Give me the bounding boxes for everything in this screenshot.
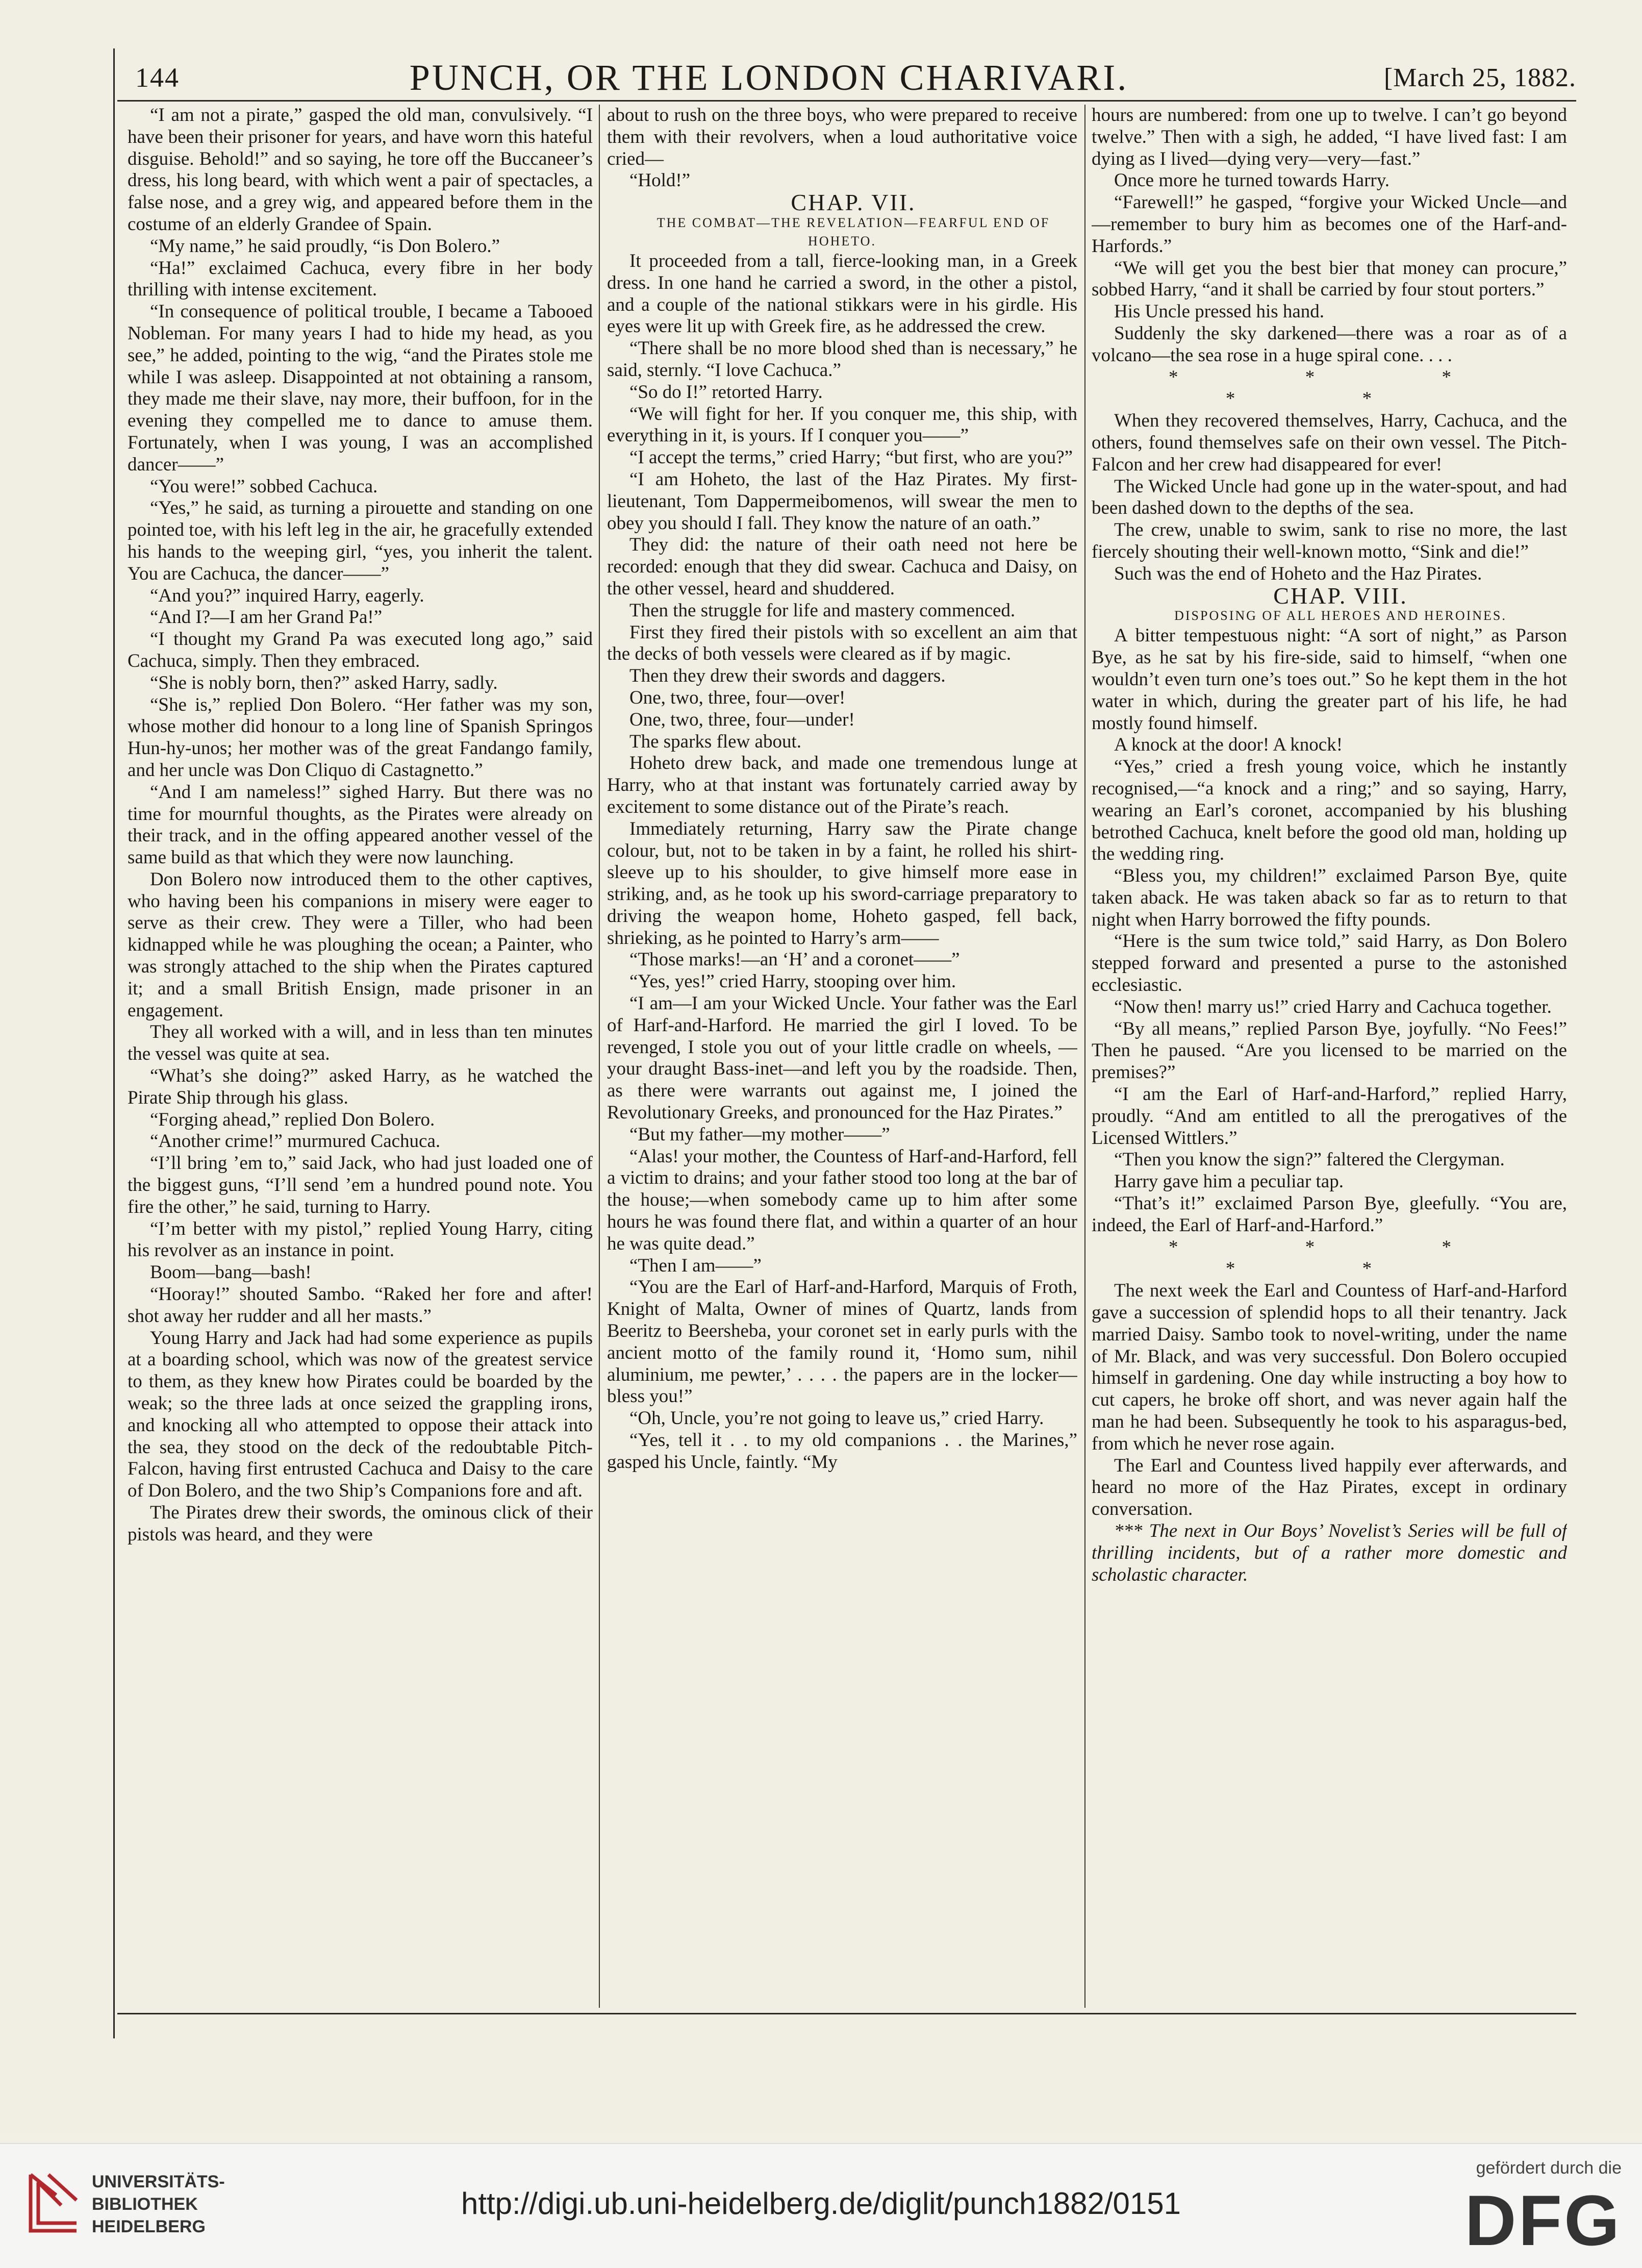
chapter-7-heading: CHAP. VII. <box>791 189 916 216</box>
paragraph: Hoheto drew back, and made one tremendous lunge at Harry, who at that instant was fortunately carried away by excitement to some distance out of the Pirate’s reach. <box>607 753 1077 817</box>
paragraph: “And you?” inquired Harry, eagerly. <box>150 585 424 606</box>
paragraph: “I am Hoheto, the last of the Haz Pirates. My first-lieutenant, Tom Dappermeibomenos, will swear the men to obey you should I fall. They know the nature of an oath.” <box>607 468 1077 534</box>
masthead-title: PUNCH, OR THE LONDON CHARIVARI. <box>409 57 1129 98</box>
paragraph: The Pirates drew their swords, the ominous click of their pistols was heard, and they were <box>128 1502 593 1545</box>
paragraph: “Another crime!” murmured Cachuca. <box>150 1131 441 1152</box>
column-2-body <box>607 251 1077 1474</box>
paragraph: Then the struggle for life and mastery commenced. <box>629 600 1016 621</box>
paragraph: “I accept the terms,” cried Harry; “but first, who are you?” <box>629 447 1073 468</box>
paragraph: “So do I!” retorted Harry. <box>629 381 823 403</box>
paragraph: “I am—I am your Wicked Uncle. Your father was the Earl of Harf-and-Harford. He married the girl I loved. To be revenged, I stole you out of your little cradle on wheels, —your draught Bass-inet—and left you by the roadside. Then, as there were warrants out against me, I joined the Revolutionary Greeks, and pronounced for the Haz Pirates.” <box>607 993 1077 1124</box>
paragraph: “I’ll bring ’em to,” said Jack, who had just loaded one of the biggest guns, “I’ll send ’em a hundred pound note. You fire the other,” he said, turning to Harry. <box>128 1153 593 1217</box>
paragraph: “Yes, yes!” cried Harry, stooping over him. <box>629 971 956 992</box>
paragraph: “I am the Earl of Harf-and-Harford,” replied Harry, proudly. “And am entitled to all the prerogatives of the Licensed Wittlers.” <box>1092 1084 1567 1149</box>
header-rule <box>117 100 1576 102</box>
bottom-rule <box>117 2013 1576 2014</box>
paragraph: Harry gave him a peculiar tap. <box>1114 1171 1344 1192</box>
paragraph: “I am not a pirate,” gasped the old man, convulsively. “I have been their prisoner for years, and have worn this hateful disguise. Behold!” and so saying, he tore off the Buccaneer’s dress, his long beard, with which went a pair of spectacles, a false nose, and a grey wig, and appeared before them in the costume of an elderly Grandee of Spain. <box>128 105 593 235</box>
column-divider <box>599 105 600 2008</box>
paragraph: “Here is the sum twice told,” said Harry, as Don Bolero stepped forward and presented a purse to the astonished ecclesiastic. <box>1092 931 1567 996</box>
paragraph: “My name,” he said proudly, “is Don Bolero.” <box>150 235 500 257</box>
paragraph: Immediately returning, Harry saw the Pirate change colour, but, not to be taken in by a faint, he rolled his shirt-sleeve up to his shoulder, to give himself more ease in striking, and, as he took up his sword-carriage preparatory to driving the weapon home, Hoheto gasped, fell back, shrieking, as he pointed to Harry’s arm—— <box>607 818 1077 949</box>
paragraph: They did: the nature of their oath need not here be recorded: enough that they did swear. Cachuca and Daisy, on the other vessel, heard and shuddered. <box>607 534 1077 599</box>
column-3-epilogue <box>1092 1280 1567 1521</box>
left-margin-rule <box>113 48 115 2038</box>
paragraph: “Those marks!—an ‘H’ and a coronet——” <box>629 949 960 970</box>
paragraph: Boom—bang—bash! <box>150 1262 312 1283</box>
paragraph: “And I?—I am her Grand Pa!” <box>150 607 383 628</box>
column-3 <box>1092 105 1567 2003</box>
paragraph: “Yes, tell it . . to my old companions . . the Marines,” gasped his Uncle, faintly. “My <box>607 1430 1077 1473</box>
paragraph: “Now then! marry us!” cried Harry and Cachuca together. <box>1114 996 1552 1017</box>
digitization-footer <box>0 2143 1642 2268</box>
paragraph: The crew, unable to swim, sank to rise no more, the last fiercely shouting their well-known motto, “Sink and die!” <box>1092 519 1567 562</box>
paragraph: Don Bolero now introduced them to the other captives, who having been his companions in misery were eager to serve as their crew. They were a Tiller, who had been kidnapped while he was ploughing the ocean; a Painter, who was strongly attached to the ship when the Pirates captured it; and a small British Ensign, made prisoner in an engagement. <box>128 868 593 1021</box>
paragraph: They all worked with a will, and in less than ten minutes the vessel was quite at sea. <box>128 1021 593 1065</box>
paragraph: Young Harry and Jack had had some experience as pupils at a boarding school, which was now of the greatest service to them, as they knew how Pirates could be boarded by the weak; so the three lads at once seized the grappling irons, and knocking all who attempted to oppose their attack into the sea, they stood on the deck of the redoubtable Pitch-Falcon, having first entrusted Cachuca and Daisy to the care of Don Bolero, and the two Ship’s Companions fore and aft. <box>128 1327 593 1502</box>
paragraph: “She is nobly born, then?” asked Harry, sadly. <box>150 672 498 693</box>
paragraph: “That’s it!” exclaimed Parson Bye, gleefully. “You are, indeed, the Earl of Harf-and-Harford.” <box>1092 1193 1567 1236</box>
paragraph: “Then I am——” <box>629 1255 762 1276</box>
column-3-aftermath <box>1092 410 1567 585</box>
paragraph: “There shall be no more blood shed than is necessary,” he said, sternly. “I love Cachuca.” <box>607 338 1077 381</box>
paragraph: His Uncle pressed his hand. <box>1114 301 1325 322</box>
paragraph: “By all means,” replied Parson Bye, joyfully. “No Fees!” Then he paused. “Are you licensed to be married on the premises?” <box>1092 1018 1567 1083</box>
section-break-stars: * * * * * <box>1169 1236 1512 1280</box>
paragraph: “Alas! your mother, the Countess of Harf-and-Harford, fell a victim to drains; and your father stood too long at the bar of the house;—when somebody came up to him after some hours he was found there flat, and within a quarter of an hour he was quite dead.” <box>607 1145 1077 1254</box>
column-divider <box>1084 105 1085 2008</box>
page-number: 144 <box>135 62 180 93</box>
paragraph: “What’s she doing?” asked Harry, as he watched the Pirate Ship through his glass. <box>128 1065 593 1108</box>
paragraph: The next week the Earl and Countess of Harf-and-Harford gave a succession of splendid hops to all their tenantry. Jack married Daisy. Sambo took to novel-writing, under the name of Mr. Black, and was very successful. Don Bolero occupied himself in gardening. One day while instructing a boy how to cut capers, he broke off short, and was never again half the man he had been. Subsequently he took to his asparagus-bed, from which he never rose again. <box>1092 1280 1567 1454</box>
paragraph: “In consequence of political trouble, I became a Tabooed Nobleman. For many years I had to hide my head, as you see,” he added, pointing to the wig, “and the Pirates stole me while I was asleep. Disappointed at not obtaining a ransom, they made me their slave, nay more, their buffoon, for in the evening they compelled me to dance to amuse them. Fortunately, when I was young, I was an accomplished dancer——” <box>128 301 593 475</box>
paragraph: One, two, three, four—over! <box>629 687 846 708</box>
funding-label: gefördert durch die <box>1476 2158 1622 2178</box>
paragraph: “Bless you, my children!” exclaimed Parson Bye, quite taken aback. He was taken aback so far as to return to that night when Harry borrowed the fifty pounds. <box>1092 865 1567 930</box>
paragraph: First they fired their pistols with so excellent an aim that the decks of both vessels were cleared as if by magic. <box>607 621 1077 665</box>
paragraph: “You were!” sobbed Cachuca. <box>150 476 378 497</box>
paragraph: “We will get you the best bier that money can procure,” sobbed Harry, “and it shall be carried by four stout porters.” <box>1092 257 1567 301</box>
paragraph: “Ha!” exclaimed Cachuca, every fibre in her body thrilling with intense excitement. <box>128 257 593 301</box>
page-header <box>117 53 1576 102</box>
paragraph: “Yes,” cried a fresh young voice, which he instantly recognised,—“a knock and a ring;” and so saying, Harry, wearing an Earl’s coronet, accompanied by his blushing betrothed Cachuca, knelt before the good old man, holding up the wedding ring. <box>1092 756 1567 865</box>
series-note: *** The next in Our Boys’ Novelist’s Series will be full of thrilling incidents, but of a rather more domestic and scholastic character. <box>1092 1521 1567 1585</box>
paragraph: A bitter tempestuous night: “A sort of night,” as Parson Bye, as he sat by his fire-side, said to himself, “when one wouldn’t even turn one’s toes out.” So he kept them in the hot water in which, during the greater part of his life, he had mostly found himself. <box>1092 625 1567 734</box>
paragraph: The Earl and Countess lived happily ever afterwards, and heard no more of the Haz Pirates, except in ordinary conversation. <box>1092 1455 1567 1520</box>
paragraph: One, two, three, four—under! <box>629 709 855 730</box>
dfg-logo-icon: DFG <box>1464 2180 1622 2260</box>
paragraph: Such was the end of Hoheto and the Haz Pirates. <box>1114 563 1482 584</box>
column-3-intro <box>1092 105 1567 367</box>
paragraph: “Farewell!” he gasped, “forgive your Wicked Uncle—and—remember to bury him as becomes one of the Harf-and-Harfords.” <box>1092 192 1567 257</box>
paragraph: The sparks flew about. <box>629 731 802 752</box>
paragraph: about to rush on the three boys, who were prepared to receive them with their revolvers, when a loud authoritative voice cried— <box>607 105 1077 169</box>
paragraph: When they recovered themselves, Harry, Cachuca, and the others, found themselves safe on their own vessel. The Pitch-Falcon and her crew had disappeared for ever! <box>1092 410 1567 475</box>
paragraph: “I’m better with my pistol,” replied Young Harry, citing his revolver as an instance in point. <box>128 1218 593 1261</box>
paragraph: The Wicked Uncle had gone up in the water-spout, and had been dashed down to the depths of the sea. <box>1092 476 1567 519</box>
chapter-8-subtitle: DISPOSING OF ALL HEROES AND HEROINES. <box>1174 608 1507 624</box>
paragraph: “Then you know the sign?” faltered the Clergyman. <box>1114 1149 1505 1170</box>
paragraph: “I thought my Grand Pa was executed long ago,” said Cachuca, simply. Then they embraced. <box>128 629 593 671</box>
paragraph: “Yes,” he said, as turning a pirouette and standing on one pointed toe, with his left leg in the air, he gracefully extended his hands to the weeping girl, “yes, you inherit the talent. You are Cachuca, the dancer——” <box>128 497 593 584</box>
permalink-url[interactable]: http://digi.ub.uni-heidelberg.de/diglit/punch1882/0151 <box>461 2186 1181 2221</box>
column-3-wedding <box>1092 625 1567 1236</box>
issue-date: [March 25, 1882. <box>1383 63 1576 92</box>
chapter-8-heading: CHAP. VIII. <box>1273 582 1408 609</box>
paragraph: “Hold!” <box>629 170 691 191</box>
library-name: UNIVERSITÄTS- BIBLIOTHEK HEIDELBERG <box>92 2172 225 2236</box>
paragraph: Once more he turned towards Harry. <box>1114 170 1390 191</box>
paragraph: “You are the Earl of Harf-and-Harford, Marquis of Froth, Knight of Malta, Owner of mines of Quartz, lands from Beeritz to Beersheba, your coronet set in early purls with the ancient motto of the family round it, ‘Homo sum, nihil aluminium, me pewter,’ . . . . the papers are in the locker—bless you!” <box>607 1277 1077 1407</box>
chapter-7-subtitle: THE COMBAT—THE REVELATION—FEARFUL END OF HOHETO. <box>656 215 1050 248</box>
paragraph: Suddenly the sky darkened—there was a roar as of a volcano—the sea rose in a huge spiral cone. . . . <box>1092 322 1567 366</box>
column-2 <box>607 105 1077 2003</box>
section-break-stars: * * * * * <box>1169 366 1512 410</box>
paragraph: “Oh, Uncle, you’re not going to leave us,” cried Harry. <box>629 1408 1044 1429</box>
column-1 <box>128 105 593 2003</box>
paragraph: A knock at the door! A knock! <box>1114 734 1343 756</box>
paragraph: It proceeded from a tall, fierce-looking man, in a Greek dress. In one hand he carried a sword, in the other a pistol, and a couple of the national stikkars were in his girdle. His eyes were lit up with Greek fire, as he addressed the crew. <box>607 250 1077 337</box>
paragraph: “And I am nameless!” sighed Harry. But there was no time for mournful thoughts, as the Pirates were already on their track, and in the offing appeared another vessel of the same build as that which they were now launching. <box>128 781 593 868</box>
paragraph: “Forging ahead,” replied Don Bolero. <box>150 1109 435 1130</box>
column-2-intro <box>607 105 1077 192</box>
paragraph: “We will fight for her. If you conquer me, this ship, with everything in it, is yours. If I conquer you——” <box>607 403 1077 446</box>
paragraph: hours are numbered: from one up to twelve. I can’t go beyond twelve.” Then with a sigh, he added, “I have lived fast: I am dying as I lived—dying very—very—fast.” <box>1092 105 1567 169</box>
paragraph: “She is,” replied Don Bolero. “Her father was my son, whose mother did honour to a long line of Spanish Springos Hun-hy-unos; her mother was of the great Fandango family, and her uncle was Don Cliquo di Castagnetto.” <box>128 694 593 781</box>
paragraph: “Hooray!” shouted Sambo. “Raked her fore and after! shot away her rudder and all her masts.” <box>128 1284 593 1327</box>
paragraph: “But my father—my mother——” <box>629 1124 890 1145</box>
paragraph: Then they drew their swords and daggers. <box>629 665 946 687</box>
